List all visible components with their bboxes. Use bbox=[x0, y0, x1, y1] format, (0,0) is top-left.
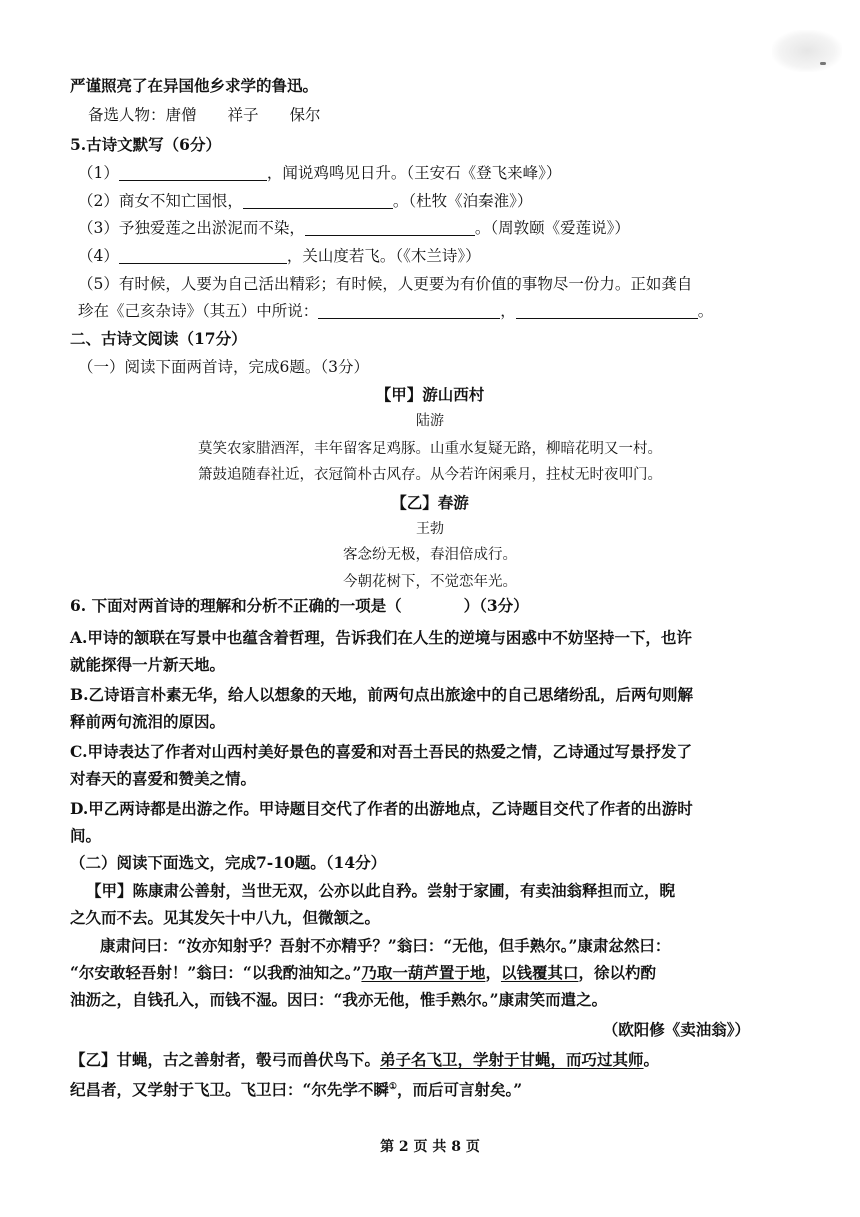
answer-blank[interactable] bbox=[119, 247, 287, 264]
passage-a-line: 之久而不去。见其发矢十中八九，但微颔之。 bbox=[70, 908, 381, 927]
poem-a-author: 陆游 bbox=[416, 413, 444, 429]
passage-text: 纪昌者，又学射于飞卫。飞卫曰：“尔先学不瞬 bbox=[70, 1080, 389, 1100]
passage-text: ， bbox=[485, 963, 501, 982]
passage-text: ，而后可言射矣。” bbox=[397, 1080, 523, 1100]
answer-blank[interactable] bbox=[318, 302, 500, 319]
poem-b-line: 今朝花树下，不觉恋年光。 bbox=[343, 574, 517, 590]
separator: ， bbox=[500, 302, 516, 320]
passage-text: 。 bbox=[643, 1050, 660, 1069]
passage-text: ，徐以杓酌 bbox=[578, 963, 656, 982]
passage-a-line bbox=[70, 962, 656, 984]
item-text: 。（杜牧《泊秦淮》） bbox=[392, 192, 533, 210]
passage-text: 【乙】甘蝇，古之善射者，彀弓而兽伏鸟下。 bbox=[70, 1050, 381, 1069]
underlined-text: 乃取一葫芦置于地 bbox=[361, 963, 486, 982]
q5-item-5-line2 bbox=[78, 300, 713, 322]
q6-stem: 6. 下面对两首诗的理解和分析不正确的一项是（ ）（3分） bbox=[70, 596, 529, 615]
footnote-marker: ① bbox=[388, 1082, 397, 1092]
item-number: （4） bbox=[78, 247, 119, 265]
poem-b-line: 客念纷无极，春泪倍成行。 bbox=[343, 547, 517, 563]
q5-item-4 bbox=[78, 245, 481, 267]
option-b-cont: 释前两句流泪的原因。 bbox=[70, 712, 226, 731]
poem-a-line: 箫鼓追随春社近，衣冠简朴古风存。从今若许闲乘月，拄杖无时夜叩门。 bbox=[198, 467, 662, 483]
subsection-heading: （一）阅读下面两首诗，完成6题。（3分） bbox=[78, 358, 369, 376]
item-text: 珍在《己亥杂诗》（其五）中所说： bbox=[78, 302, 319, 320]
passage-text: “尔安敢轻吾射！”翁曰：“以我酌油知之。” bbox=[70, 963, 362, 982]
option-a-cont: 就能探得一片新天地。 bbox=[70, 655, 226, 674]
scan-smudge bbox=[772, 30, 842, 72]
answer-blank[interactable] bbox=[243, 192, 393, 209]
option-c: C.甲诗表达了作者对山西村美好景色的喜爱和对吾土吾民的热爱之情，乙诗通过写景抒发了 bbox=[70, 742, 692, 761]
q5-item-3 bbox=[78, 217, 630, 239]
passage-a-line: 康肃问曰：“汝亦知射乎？吾射不亦精乎？”翁曰：“无他，但手熟尔。”康肃忿然曰： bbox=[100, 936, 671, 955]
q5-heading: 5.古诗文默写（6分） bbox=[70, 135, 221, 154]
answer-blank[interactable] bbox=[516, 302, 698, 319]
poem-b-title: 【乙】春游 bbox=[391, 493, 469, 512]
poem-b-author: 王勃 bbox=[416, 521, 444, 537]
underlined-text: 弟子名飞卫，学射于甘蝇，而巧过其师 bbox=[380, 1050, 644, 1069]
passage-a-source: （欧阳修《卖油翁》） bbox=[602, 1020, 750, 1039]
end-mark: 。 bbox=[697, 302, 714, 320]
item-text: 予独爱莲之出淤泥而不染， bbox=[118, 219, 305, 237]
option-d: D.甲乙两诗都是出游之作。甲诗题目交代了作者的出游地点，乙诗题目交代了作者的出游时 bbox=[70, 799, 693, 818]
q5-item-1 bbox=[78, 162, 561, 184]
option-b: B.乙诗语言朴素无华，给人以想象的天地，前两句点出旅途中的自己思绪纷乱，后两句则解 bbox=[70, 685, 694, 704]
q5-item-2 bbox=[78, 190, 532, 212]
candidate-list: 备选人物：唐僧 祥子 保尔 bbox=[88, 106, 321, 124]
reading-heading: （二）阅读下面选文，完成7-10题。（14分） bbox=[70, 853, 387, 872]
item-number: （3） bbox=[78, 219, 119, 237]
item-text: ，闻说鸡鸣见日升。（王安石《登飞来峰》） bbox=[266, 164, 562, 182]
item-number: （1） bbox=[78, 164, 119, 182]
passage-a-line: 【甲】陈康肃公善射，当世无双，公亦以此自矜。尝射于家圃，有卖油翁释担而立，睨 bbox=[86, 881, 676, 900]
option-d-cont: 间。 bbox=[70, 826, 102, 845]
scan-mark bbox=[820, 62, 826, 65]
poem-a-line: 莫笑农家腊酒浑，丰年留客足鸡豚。山重水复疑无路，柳暗花明又一村。 bbox=[198, 441, 662, 457]
option-c-cont: 对春天的喜爱和赞美之情。 bbox=[70, 769, 257, 788]
page-number: 第 2 页 共 8 页 bbox=[380, 1139, 480, 1155]
item-number: （2） bbox=[78, 192, 119, 210]
answer-blank[interactable] bbox=[119, 164, 267, 181]
item-text: 商女不知亡国恨， bbox=[118, 192, 243, 210]
q5-item-5-line1: （5）有时候，人要为自己活出精彩；有时候，人更要为有价值的事物尽一份力。正如龚自 bbox=[78, 275, 693, 293]
underlined-text: 以钱覆其口 bbox=[500, 963, 579, 982]
item-text: 。（周敦颐《爱莲说》） bbox=[474, 219, 630, 237]
passage-b-line bbox=[70, 1049, 659, 1071]
passage-a-line: 油沥之，自钱孔入，而钱不湿。因曰：“我亦无他，惟手熟尔。”康肃笑而遣之。 bbox=[70, 990, 608, 1009]
answer-blank[interactable] bbox=[305, 219, 475, 236]
passage-b-line bbox=[70, 1076, 522, 1101]
section-heading: 二、古诗文阅读（17分） bbox=[70, 329, 247, 348]
intro-line: 严谨照亮了在异国他乡求学的鲁迅。 bbox=[70, 76, 319, 95]
poem-a-title: 【甲】游山西村 bbox=[375, 385, 485, 404]
item-text: ，关山度若飞。（《木兰诗》） bbox=[286, 247, 481, 265]
option-a: A.甲诗的颔联在写景中也蕴含着哲理，告诉我们在人生的逆境与困惑中不妨坚持一下，也许 bbox=[70, 628, 692, 647]
